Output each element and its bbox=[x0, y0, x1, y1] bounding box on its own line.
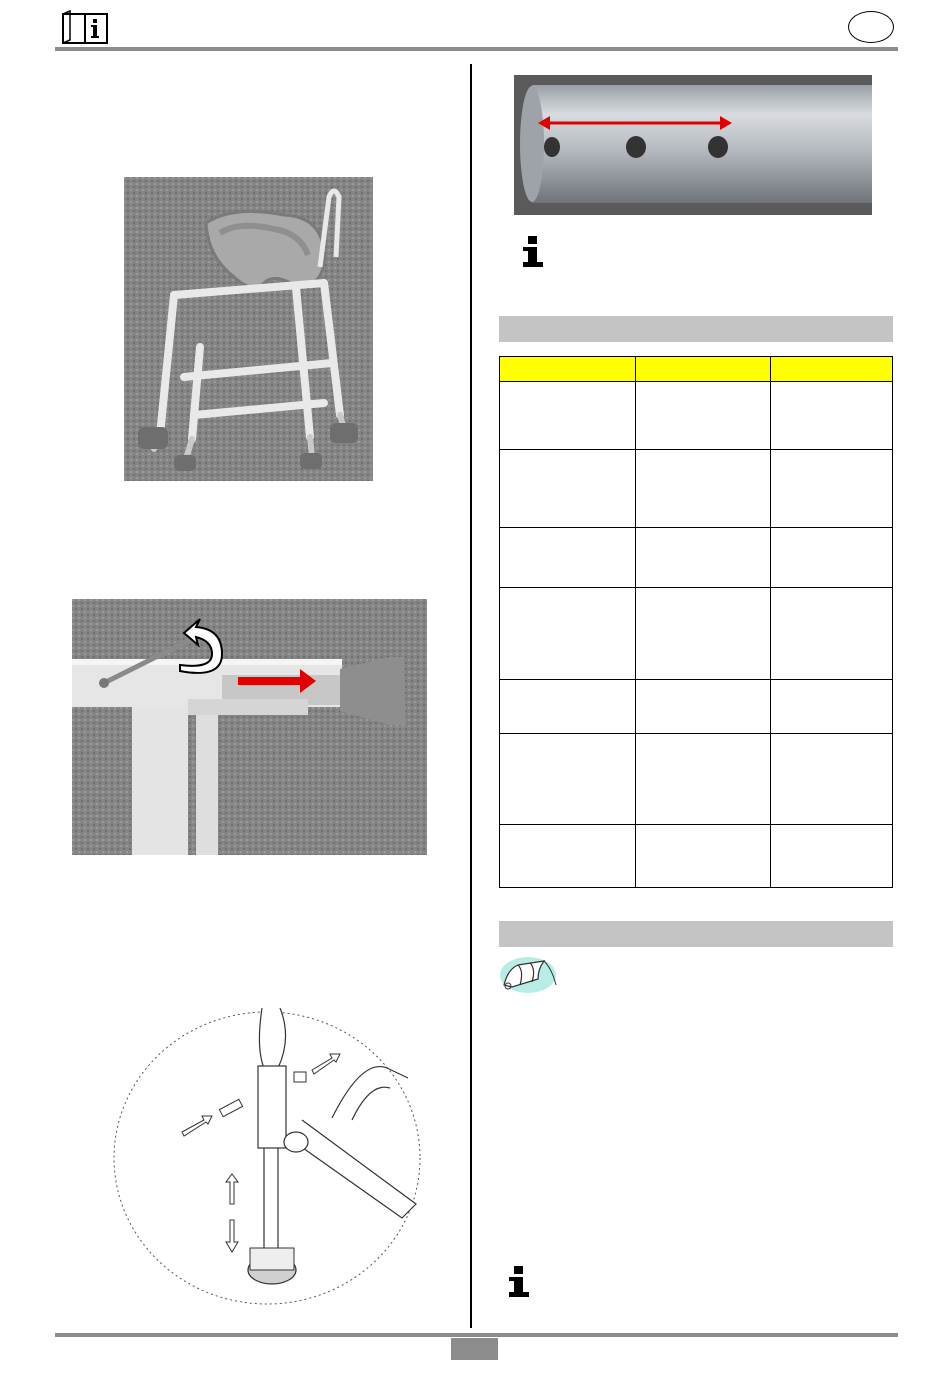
leg-height-diagram bbox=[112, 1008, 422, 1308]
table-cell bbox=[771, 588, 893, 680]
table-cell bbox=[771, 825, 893, 888]
table-row bbox=[500, 734, 893, 825]
cloth-icon bbox=[498, 955, 560, 995]
frame-photo bbox=[124, 177, 373, 481]
table-cell bbox=[500, 588, 636, 680]
table-header-cell bbox=[635, 357, 771, 382]
table-cell bbox=[500, 528, 636, 588]
table-header-row bbox=[500, 357, 893, 382]
table-cell bbox=[771, 528, 893, 588]
tube-holes-photo bbox=[514, 75, 872, 215]
table-cell bbox=[635, 680, 771, 734]
column-divider bbox=[470, 64, 472, 1328]
table-cell bbox=[500, 382, 636, 450]
table-row bbox=[500, 382, 893, 450]
table-cell bbox=[771, 734, 893, 825]
table-cell bbox=[635, 825, 771, 888]
table-cell bbox=[635, 734, 771, 825]
table-header-cell bbox=[771, 357, 893, 382]
table-cell bbox=[500, 734, 636, 825]
spec-table bbox=[499, 356, 893, 888]
table-cell bbox=[771, 450, 893, 528]
table-cell bbox=[635, 382, 771, 450]
info-icon bbox=[506, 1266, 530, 1298]
table-cell bbox=[635, 528, 771, 588]
info-icon bbox=[520, 236, 544, 268]
table-row bbox=[500, 450, 893, 528]
table-header-cell bbox=[500, 357, 636, 382]
table-cell bbox=[500, 450, 636, 528]
leg-adjust-photo bbox=[72, 599, 427, 855]
footer-rule bbox=[55, 1333, 898, 1337]
table-cell bbox=[500, 680, 636, 734]
table-row bbox=[500, 680, 893, 734]
table-cell bbox=[635, 588, 771, 680]
section-bar-cleaning bbox=[499, 921, 893, 947]
table-row bbox=[500, 528, 893, 588]
page-number-box bbox=[451, 1338, 498, 1360]
book-info-icon bbox=[60, 10, 110, 46]
header-rule bbox=[55, 47, 898, 51]
table-row bbox=[500, 588, 893, 680]
table-cell bbox=[635, 450, 771, 528]
table-cell bbox=[771, 680, 893, 734]
section-bar-specs bbox=[499, 316, 893, 342]
table-cell bbox=[500, 825, 636, 888]
table-row bbox=[500, 825, 893, 888]
country-badge bbox=[848, 11, 894, 43]
table-cell bbox=[771, 382, 893, 450]
